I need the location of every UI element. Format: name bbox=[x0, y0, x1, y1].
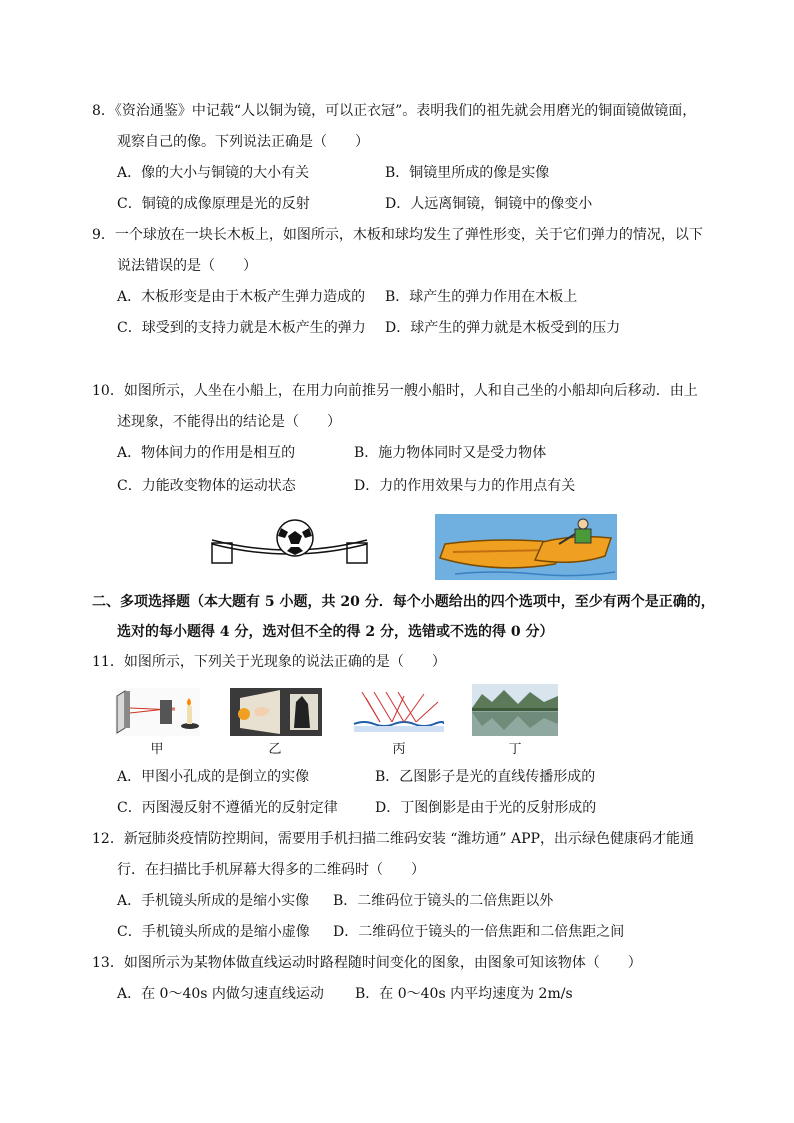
q8-stem-line2: 观察自己的像。下列说法正确是（ ） bbox=[117, 134, 369, 150]
section2-title-line1: 二、多项选择题（本大题有 5 小题，共 20 分．每个小题给出的四个选项中，至少有两个是正确的， bbox=[92, 594, 715, 610]
q11-stem: 11．如图所示，下列关于光现象的说法正确的是（ ） bbox=[92, 654, 446, 670]
diffuse-reflection-figure bbox=[352, 688, 444, 736]
q8-option-d: D．人远离铜镜，铜镜中的像变小 bbox=[385, 196, 593, 212]
caption-yi: 乙 bbox=[268, 742, 282, 757]
ball-on-board-figure bbox=[205, 518, 375, 588]
q12-stem-line1: 12．新冠肺炎疫情防控期间，需要用手机扫描二维码安装 “潍坊通” APP，出示绿色健康码才能通 bbox=[92, 831, 694, 847]
q12-stem-line2: 行．在扫描比手机屏幕大得多的二维码时（ ） bbox=[117, 862, 425, 878]
q10-option-b: B．施力物体同时又是受力物体 bbox=[354, 445, 547, 461]
q8-option-b: B．铜镜里所成的像是实像 bbox=[385, 165, 550, 181]
q9-stem-line1: 9．一个球放在一块长木板上，如图所示，木板和球均发生了弹性形变，关于它们弹力的情况，以下 bbox=[92, 227, 703, 243]
q13-stem: 13．如图所示为某物体做直线运动时路程随时间变化的图象，由图象可知该物体（ ） bbox=[92, 955, 642, 971]
q11-option-c: C．丙图漫反射不遵循光的反射定律 bbox=[117, 800, 338, 816]
q10-option-d: D．力的作用效果与力的作用点有关 bbox=[354, 478, 576, 494]
caption-ding: 丁 bbox=[508, 742, 522, 757]
q10-stem-line2: 述现象，不能得出的结论是（ ） bbox=[117, 414, 341, 430]
q8-option-a: A．像的大小与铜镜的大小有关 bbox=[117, 165, 310, 181]
q11-option-b: B．乙图影子是光的直线传播形成的 bbox=[375, 769, 596, 785]
q9-option-a: A．木板形变是由于木板产生弹力造成的 bbox=[117, 289, 366, 305]
section2-title-line2: 选对的每小题得 4 分，选对但不全的得 2 分，选错或不选的得 0 分） bbox=[117, 624, 554, 640]
q12-option-b: B．二维码位于镜头的二倍焦距以外 bbox=[333, 893, 554, 909]
q11-option-a: A．甲图小孔成的是倒立的实像 bbox=[117, 769, 310, 785]
q10-option-a: A．物体间力的作用是相互的 bbox=[117, 445, 296, 461]
q9-option-c: C．球受到的支持力就是木板产生的弹力 bbox=[117, 320, 366, 336]
q12-option-d: D．二维码位于镜头的一倍焦距和二倍焦距之间 bbox=[333, 924, 625, 940]
caption-jia: 甲 bbox=[150, 742, 164, 757]
boats-figure bbox=[435, 514, 617, 580]
reflection-landscape-figure bbox=[472, 684, 558, 736]
q10-stem-line1: 10．如图所示，人坐在小船上，在用力向前推另一艘小船时，人和自己坐的小船却向后移动．由上 bbox=[92, 383, 698, 399]
q13-option-b: B．在 0～40s 内平均速度为 2m/s bbox=[355, 986, 573, 1002]
q9-option-b: B．球产生的弹力作用在木板上 bbox=[385, 289, 578, 305]
q8-stem-line1: 8．《资治通鉴》中记载“人以铜为镜，可以正衣冠”。表明我们的祖先就会用磨光的铜面镜做镜面， bbox=[92, 103, 697, 119]
q12-option-c: C．手机镜头所成的是缩小虚像 bbox=[117, 924, 310, 940]
q12-option-a: A．手机镜头所成的是缩小实像 bbox=[117, 893, 310, 909]
caption-bing: 丙 bbox=[392, 742, 406, 757]
q10-option-c: C．力能改变物体的运动状态 bbox=[117, 478, 296, 494]
q8-option-c: C．铜镜的成像原理是光的反射 bbox=[117, 196, 310, 212]
q11-option-d: D．丁图倒影是由于光的反射形成的 bbox=[375, 800, 597, 816]
shadow-figure bbox=[230, 688, 322, 736]
q9-stem-line2: 说法错误的是（ ） bbox=[117, 258, 257, 274]
q13-option-a: A．在 0～40s 内做匀速直线运动 bbox=[117, 986, 324, 1002]
pinhole-figure bbox=[115, 688, 200, 736]
q9-option-d: D．球产生的弹力就是木板受到的压力 bbox=[385, 320, 621, 336]
